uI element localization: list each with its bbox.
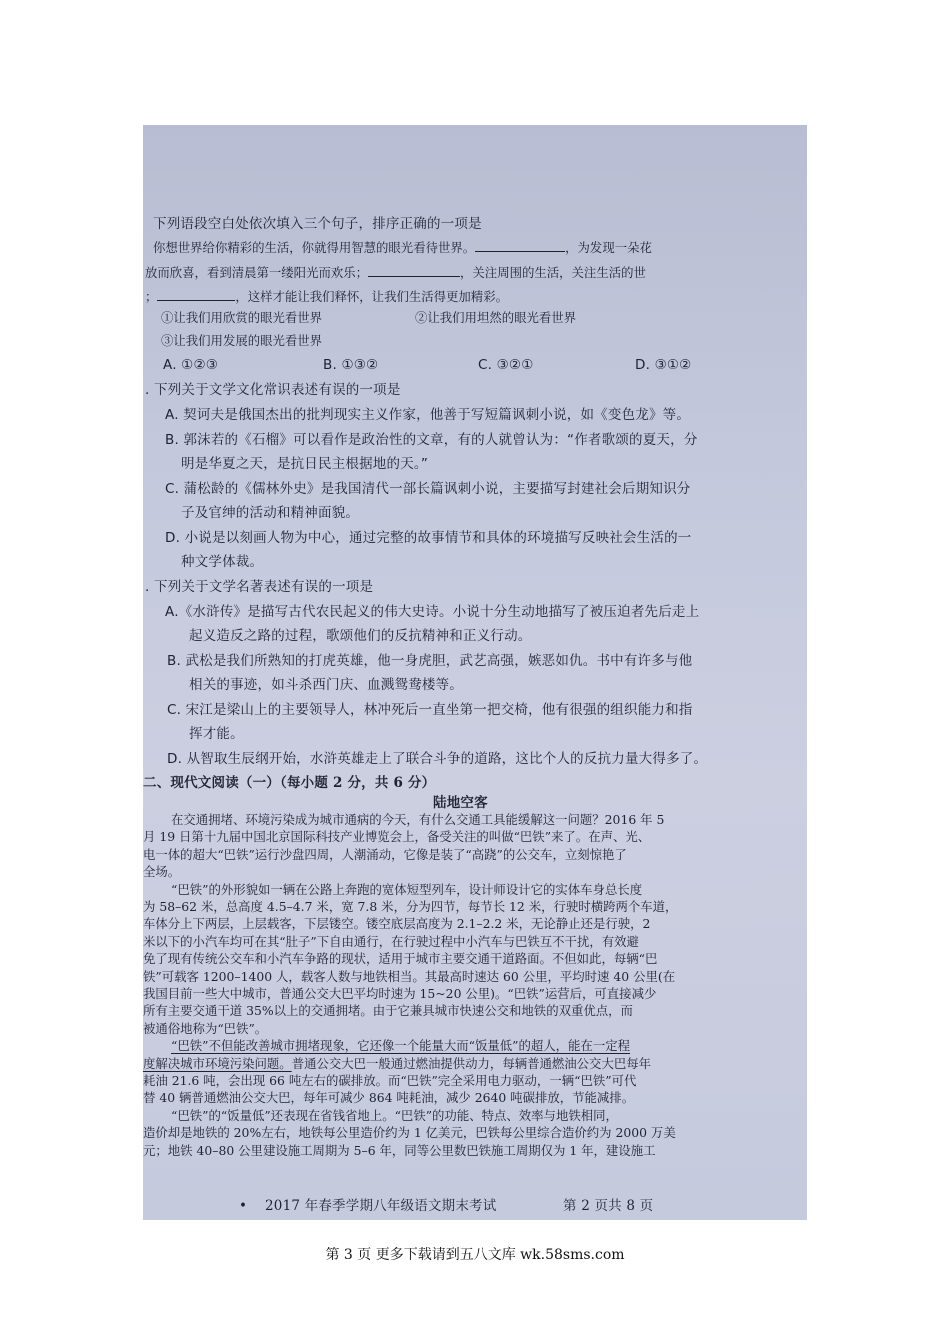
culture-option-a: A. 契诃夫是俄国杰出的批判现实主义作家，他善于写短篇讽刺小说，如《变色龙》等。 — [165, 407, 691, 423]
culture-option-c-line-2: 子及官绅的活动和精神面貌。 — [181, 505, 360, 521]
scanned-exam-page — [143, 125, 807, 1220]
culture-option-b-line-2: 明是华夏之天，是抗日民主根据地的天。” — [181, 456, 429, 472]
question-fill-passage-line-3: ； ，这样才能让我们释怀，让我们生活得更加精彩。 — [145, 289, 508, 304]
article-line: 所有主要交通干道 35%以上的交通拥堵。由于它兼具城市快速公交和地铁的双重优点，而 — [143, 1003, 633, 1019]
article-line: 替 40 辆普通燃油公交大巴，每年可减少 864 吨耗油，减少 2640 吨碳排放，节能减排。 — [143, 1090, 635, 1106]
sentence-1: ①让我们用欣赏的眼光看世界 — [161, 310, 323, 325]
classic-option-b-line-2: 相关的事迹，如斗杀西门庆、血溅鸳鸯楼等。 — [189, 677, 463, 693]
classic-option-b-line-1: B. 武松是我们所熟知的打虎英雄，他一身虎胆，武艺高强，嫉恶如仇。书中有许多与他 — [167, 653, 693, 669]
culture-option-d-line-1: D. 小说是以刻画人物为中心，通过完整的故事情节和具体的环境描写反映社会生活的一 — [165, 530, 692, 546]
article-line: 耗油 21.6 吨，会出现 66 吨左右的碳排放。而“巴铁”完全采用电力驱动，一辆“巴铁”可代 — [143, 1073, 637, 1088]
fill-option-d: D. ③①② — [635, 357, 692, 373]
culture-option-b-line-1: B. 郭沫若的《石榴》可以看作是政治性的文章，有的人就曾认为：“作者歌颂的夏天，分 — [165, 432, 698, 448]
question-fill-stem: 下列语段空白处依次填入三个句子，排序正确的一项是 — [153, 216, 482, 232]
culture-option-d-line-2: 种文学体裁。 — [181, 554, 264, 570]
blank-2 — [368, 263, 460, 277]
article-line-underlined: “巴铁”不但能改善城市拥堵现象，它还像一个能量大而“饭量低”的超人，能在一定程 — [171, 1038, 631, 1054]
sentence-3: ③让我们用发展的眼光看世界 — [161, 333, 323, 348]
article-line: 免了现有传统公交车和小汽车争路的现状，适用于城市主要交通干道路面。不但如此，每辆“巴 — [143, 951, 658, 967]
article-line: 元；地铁 40–80 公里建设施工周期为 5–6 年，同等公里数巴铁施工周期仅为 1 年，建设施工 — [143, 1142, 656, 1158]
exam-title: 2017 年春季学期八年级语文期末考试 — [265, 1198, 497, 1214]
article-line: 我国目前一些大中城市，普通公交大巴平均时速为 15~20 公里)。“巴铁”运营后，可直接减少 — [143, 986, 657, 1001]
question-classic-stem: . 下列关于文学名著表述有误的一项是 — [145, 579, 374, 595]
sentence-2: ②让我们用坦然的眼光看世界 — [415, 310, 577, 325]
article-line: 电一体的超大“巴铁”运行沙盘四周，人潮涌动，它像是装了“高跷”的公交车，立刻惊艳了 — [143, 846, 627, 862]
page-info: 第 2 页共 8 页 — [563, 1198, 654, 1214]
fill-option-a: A. ①②③ — [163, 357, 219, 373]
classic-option-a-line-2: 起义造反之路的过程，歌颂他们的反抗精神和正义行动。 — [189, 628, 532, 644]
article-line: “巴铁”的“饭量低”还表现在省钱省地上。“巴铁”的功能、特点、效率与地铁相同， — [171, 1107, 618, 1123]
footer-dot: • — [239, 1198, 248, 1214]
article-line: “巴铁”的外形貌如一辆在公路上奔跑的宽体短型列车，设计师设计它的实体车身总长度 — [171, 881, 643, 897]
classic-option-c-line-1: C. 宋江是梁山上的主要领导人，林冲死后一直坐第一把交椅，他有很强的组织能力和指 — [167, 702, 693, 718]
article-line: 在交通拥堵、环境污染成为城市通病的今天，有什么交通工具能缓解这一问题？2016 年 5 — [171, 812, 665, 827]
article-line: 全场。 — [143, 864, 181, 880]
fill-option-c: C. ③②① — [478, 357, 534, 373]
download-caption: 第 3 页 更多下载请到五八文库 wk.58sms.com — [325, 1247, 625, 1263]
classic-option-d: D. 从智取生辰纲开始，水浒英雄走上了联合斗争的道路，这比个人的反抗力量大得多了。 — [167, 751, 708, 767]
question-fill-passage-line-2: 放而欣喜，看到清晨第一缕阳光而欢乐； ，关注周围的生活，关注生活的世 — [145, 265, 646, 280]
classic-option-c-line-2: 挥才能。 — [189, 726, 244, 742]
article-line: 为 58–62 米，总高度 4.5–4.7 米，宽 7.8 米，分为四节，每节长 12 米，行驶时横跨两个车道， — [143, 899, 678, 914]
article-line: 铁”可载客 1200–1400 人，载客人数与地铁相当。其最高时速达 60 公里，平均时速 40 公里(在 — [143, 968, 676, 984]
article-line: 度解决城市环境污染问题。普通公交大巴一般通过燃油提供动力，每辆普通燃油公交大巴每年 — [143, 1055, 652, 1071]
article-line: 车体分上下两层，上层载客，下层镂空。镂空底层高度为 2.1–2.2 米，无论静止还是行驶，2 — [143, 916, 651, 932]
question-fill-passage-line-1: 你想世界给你精彩的生活，你就得用智慧的眼光看待世界。 ，为发现一朵花 — [153, 240, 652, 255]
blank-3 — [157, 287, 235, 301]
fill-option-b: B. ①③② — [323, 357, 379, 373]
article-title: 陆地空客 — [433, 795, 488, 811]
article-line: 造价却是地铁的 20%左右，地铁每公里造价约为 1 亿美元，巴铁每公里综合造价约为 2000 万美 — [143, 1125, 676, 1141]
article-line: 月 19 日第十九届中国北京国际科技产业博览会上，备受关注的叫做“巴铁”来了。在声、光、 — [143, 829, 651, 845]
section-heading: 二、现代文阅读（一）（每小题 2 分，共 6 分） — [143, 775, 436, 791]
article-line: 被通俗地称为“巴铁”。 — [143, 1020, 268, 1036]
article-line: 米以下的小汽车均可在其“肚子”下自由通行，在行驶过程中小汽车与巴铁互不干扰，有效避 — [143, 933, 639, 949]
question-culture-stem: . 下列关于文学文化常识表述有误的一项是 — [145, 382, 401, 398]
culture-option-c-line-1: C. 蒲松龄的《儒林外史》是我国清代一部长篇讽刺小说，主要描写封建社会后期知识分 — [165, 481, 691, 497]
classic-option-a-line-1: A.《水浒传》是描写古代农民起义的伟大史诗。小说十分生动地描写了被压迫者先后走上 — [165, 604, 700, 620]
blank-1 — [475, 238, 565, 252]
